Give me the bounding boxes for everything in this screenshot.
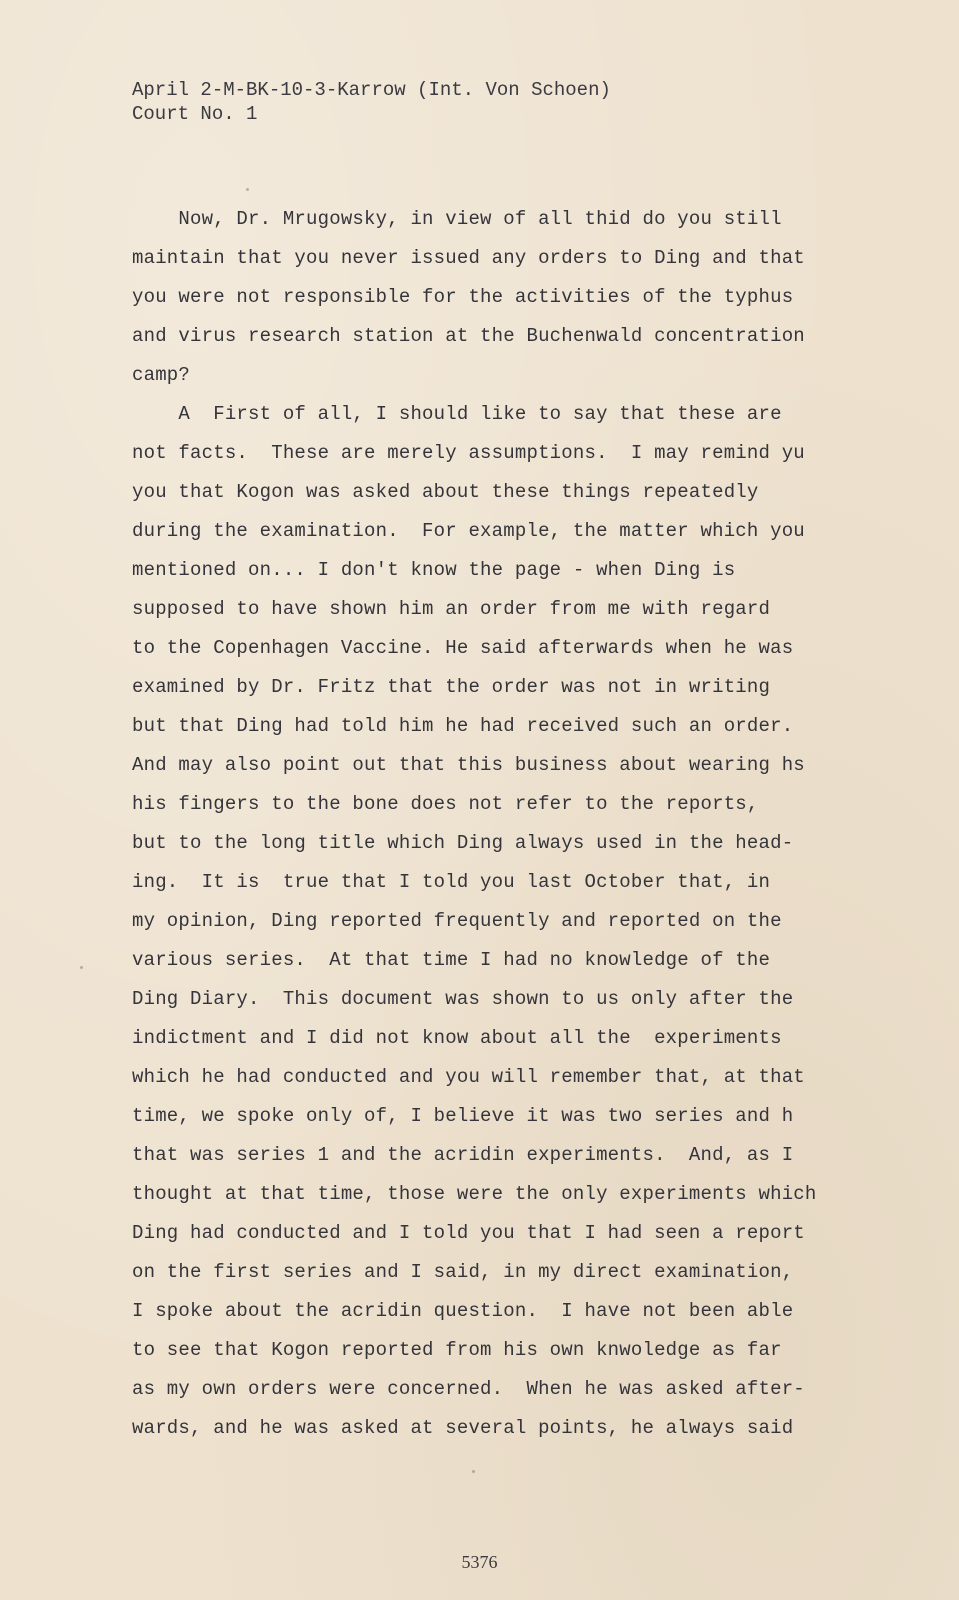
transcript-body xyxy=(132,200,852,1448)
document-header xyxy=(132,78,611,126)
text-line: on the first series and I said, in my direct examination, xyxy=(132,1261,794,1283)
text-line: as my own orders were concerned. When he was asked after- xyxy=(132,1378,805,1400)
text-line: his fingers to the bone does not refer to the reports, xyxy=(132,793,759,815)
text-line: to the Copenhagen Vaccine. He said afterwards when he was xyxy=(132,637,794,659)
text-line: not facts. These are merely assumptions. I may remind yu xyxy=(132,442,805,464)
text-line: thought at that time, those were the only experiments which xyxy=(132,1183,817,1205)
text-line: and virus research station at the Buchenwald concentration xyxy=(132,325,805,347)
text-line: Now, Dr. Mrugowsky, in view of all thid do you still xyxy=(132,208,782,230)
text-line: but that Ding had told him he had received such an order. xyxy=(132,715,794,737)
text-line: camp? xyxy=(132,364,191,386)
text-line: supposed to have shown him an order from me with regard xyxy=(132,598,771,620)
text-line: mentioned on... I don't know the page - when Ding is xyxy=(132,559,736,581)
text-line: you were not responsible for the activities of the typhus xyxy=(132,286,794,308)
text-line: indictment and I did not know about all the experiments xyxy=(132,1027,782,1049)
text-line: Ding had conducted and I told you that I had seen a report xyxy=(132,1222,805,1244)
paper-speck xyxy=(80,966,83,969)
header-reference-line: April 2-M-BK-10-3-Karrow (Int. Von Schoen) xyxy=(132,79,611,101)
text-line: And may also point out that this business about wearing hs xyxy=(132,754,805,776)
text-line: various series. At that time I had no knowledge of the xyxy=(132,949,771,971)
text-line: Ding Diary. This document was shown to us only after the xyxy=(132,988,794,1010)
text-line: you that Kogon was asked about these things repeatedly xyxy=(132,481,759,503)
text-line: which he had conducted and you will remember that, at that xyxy=(132,1066,805,1088)
text-line: examined by Dr. Fritz that the order was not in writing xyxy=(132,676,771,698)
text-line: wards, and he was asked at several points, he always said xyxy=(132,1417,794,1439)
text-line: A First of all, I should like to say that these are xyxy=(132,403,782,425)
paper-speck xyxy=(472,1470,475,1473)
text-line: that was series 1 and the acridin experiments. And, as I xyxy=(132,1144,794,1166)
text-line: ing. It is true that I told you last October that, in xyxy=(132,871,771,893)
header-court-line: Court No. 1 xyxy=(132,103,258,125)
text-line: time, we spoke only of, I believe it was two series and h xyxy=(132,1105,794,1127)
page-number: 5376 xyxy=(461,1552,498,1572)
paper-speck xyxy=(246,188,249,191)
text-line: maintain that you never issued any orders to Ding and that xyxy=(132,247,805,269)
text-line: but to the long title which Ding always used in the head- xyxy=(132,832,794,854)
text-line: my opinion, Ding reported frequently and reported on the xyxy=(132,910,782,932)
text-line: during the examination. For example, the matter which you xyxy=(132,520,805,542)
text-line: I spoke about the acridin question. I have not been able xyxy=(132,1300,794,1322)
text-line: to see that Kogon reported from his own knwoledge as far xyxy=(132,1339,782,1361)
